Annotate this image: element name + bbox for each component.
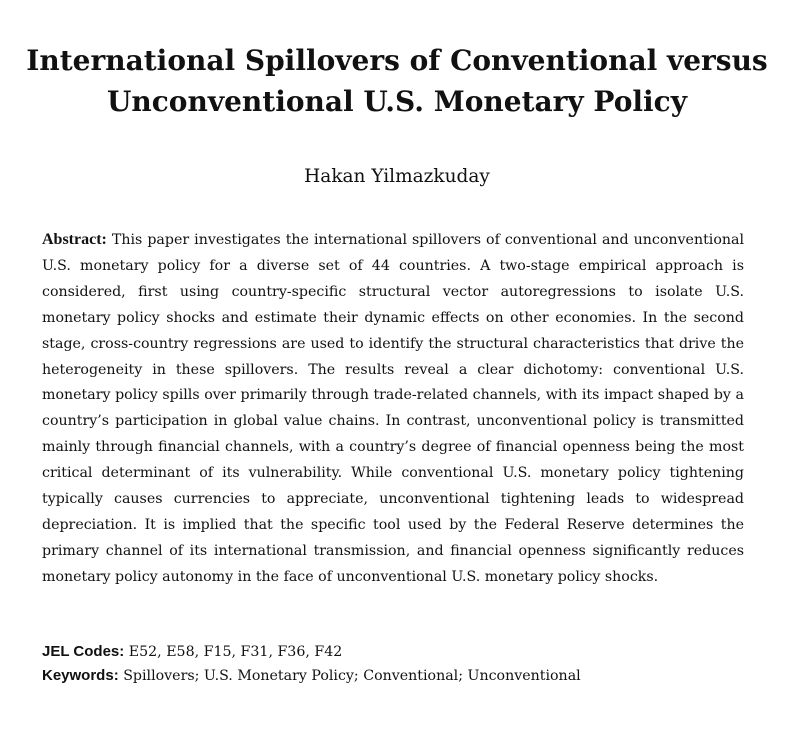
jel-codes-label: JEL Codes: [42,643,125,660]
paper-title [20,40,774,122]
keywords-value: Spillovers; U.S. Monetary Policy; Conventional; Unconventional [123,668,581,684]
author-name: Hakan Yilmazkuday [304,166,490,187]
jel-codes-value: E52, E58, F15, F31, F36, F42 [128,644,343,660]
title-line-1: International Spillovers of Conventional versus [26,44,768,77]
abstract [42,227,744,591]
jel-codes-line [42,640,744,664]
abstract-label: Abstract: [42,231,107,248]
abstract-text: This paper investigates the international spillovers of conventional and unconventional U.S. monetary policy for a diverse set of 44 countries. A two-stage empirical approach is considered, first using country-specific structural vector autoregressions to isolate U.S. monetary policy shocks and estimate their dynamic effects on other economies. In the second stage, cross-country regressions are used to identify the structural characteristics that drive the heterogeneity in these spillovers. The results reveal a clear dichotomy: conventional U.S. monetary policy spills over primarily through trade-related channels, with its impact shaped by a country’s participation in global value chains. In contrast, unconventional policy is transmitted mainly through financial channels, with a country’s degree of financial openness being the most critical determinant of its vulnerability. While conventional U.S. monetary policy tightening typically causes currencies to appreciate, unconventional tightening leads to widespread depreciation. It is implied that the specific tool used by the Federal Reserve determines the primary channel of its international transmission, and financial openness significantly reduces monetary policy autonomy in the face of unconventional U.S. monetary policy shocks. [42,232,745,585]
keywords-line [42,664,744,688]
title-line-2: Unconventional U.S. Monetary Policy [106,85,687,118]
keywords-label: Keywords: [42,667,119,684]
